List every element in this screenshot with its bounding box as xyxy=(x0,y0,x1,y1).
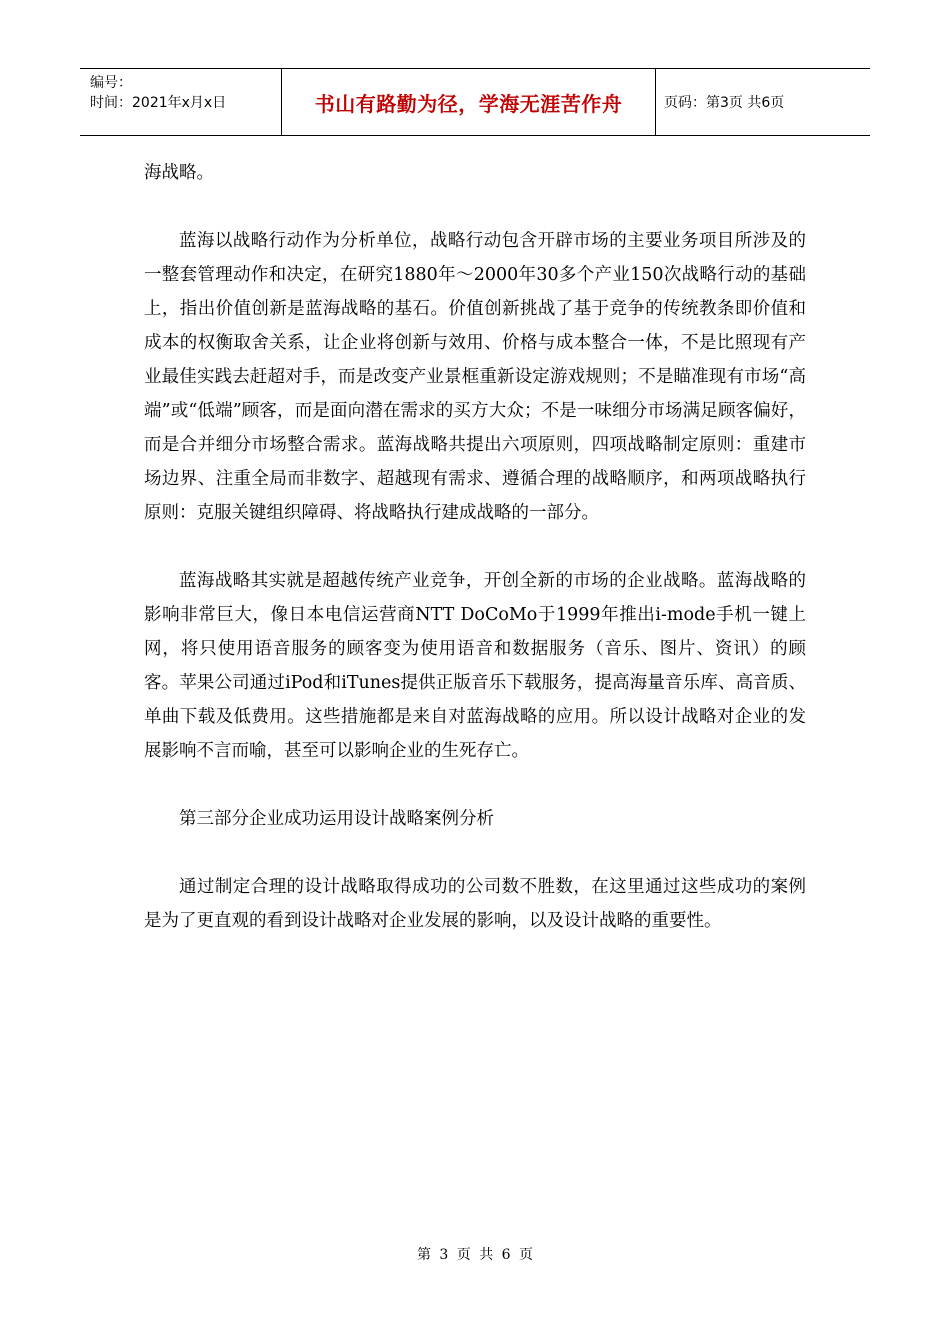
paragraph-case-intro: 通过制定合理的设计战略取得成功的公司数不胜数，在这里通过这些成功的案例是为了更直观的看到设计战略对企业发展的影响，以及设计战略的重要性。 xyxy=(144,877,806,931)
footer-page-number: 第 3 页 共 6 页 xyxy=(416,1247,534,1263)
header-motto-cell xyxy=(282,69,656,135)
header-meta-cell xyxy=(80,69,282,135)
page-header xyxy=(80,68,870,136)
page-footer xyxy=(0,1244,950,1264)
motto-text: 书山有路勤为径，学海无涯苦作舟 xyxy=(314,91,623,116)
header-page-cell xyxy=(656,69,870,135)
document-body xyxy=(144,156,806,938)
page-info: 页码：第3页 共6页 xyxy=(664,95,785,111)
section-heading: 第三部分企业成功运用设计战略案例分析 xyxy=(179,809,494,829)
number-label: 编号： xyxy=(90,75,132,91)
date-label: 时间：2021年x月x日 xyxy=(90,95,227,111)
paragraph-blue-ocean-examples: 蓝海战略其实就是超越传统产业竞争，开创全新的市场的企业战略。蓝海战略的影响非常巨大，像日本电信运营商NTT DoCoMo于1999年推出i-mode手机一键上网，将只使用语音服务的顾客变为使用语音和数据服务（音乐、图片、资讯）的顾客。苹果公司通过iPod和iTunes提供正版音乐下载服务，提高海量音乐库、高音质、单曲下载及低费用。这些措施都是来自对蓝海战略的应用。所以设计战略对企业的发展影响不言而喻，甚至可以影响企业的生死存亡。 xyxy=(144,571,806,761)
paragraph-blue-ocean-definition: 蓝海以战略行动作为分析单位，战略行动包含开辟市场的主要业务项目所涉及的一整套管理动作和决定，在研究1880年～2000年30多个产业150次战略行动的基础上，指出价值创新是蓝海战略的基石。价值创新挑战了基于竞争的传统教条即价值和成本的权衡取舍关系，让企业将创新与效用、价格与成本整合一体，不是比照现有产业最佳实践去赶超对手，而是改变产业景框重新设定游戏规则；不是瞄准现有市场“高端”或“低端”顾客，而是面向潜在需求的买方大众；不是一味细分市场满足顾客偏好，而是合并细分市场整合需求。蓝海战略共提出六项原则，四项战略制定原则：重建市场边界、注重全局而非数字、超越现有需求、遵循合理的战略顺序，和两项战略执行原则：克服关键组织障碍、将战略执行建成战略的一部分。 xyxy=(144,231,806,523)
paragraph-continuation: 海战略。 xyxy=(144,163,214,183)
